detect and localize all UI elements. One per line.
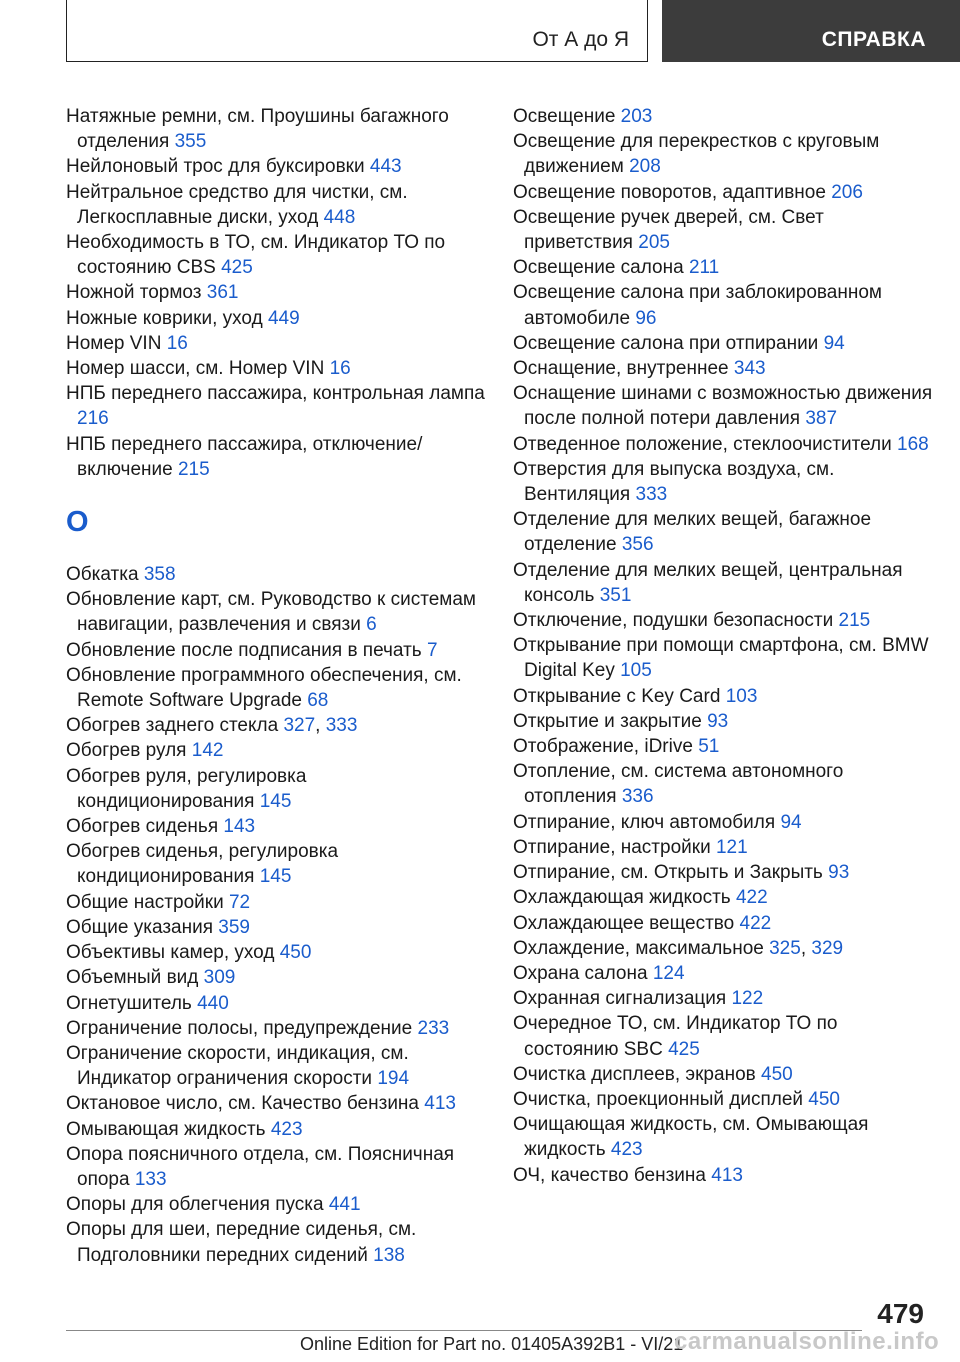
index-entry: Обогрев заднего стекла 327, 333 [66,715,358,737]
index-entry-term: Ограничение скорости, индикация, см. Индикатор ограничения скорости [66,1042,409,1090]
index-entry [66,1091,486,1116]
index-entry [513,759,933,809]
index-entry [513,331,933,356]
index-entry [66,280,486,305]
index-entry-term: Освещение салона при заблокированном автомобиле [513,282,882,329]
index-entry [66,814,486,839]
index-entry [66,839,486,889]
index-entry-term: Освещение салона при отпирании [513,332,819,354]
index-entry [513,255,933,280]
index-entry-term: Опора поясничного отдела, см. Поясничная опора [66,1143,455,1190]
index-entry-term: Обогрев сиденья, регулировка кондиционирования [66,841,339,888]
index-entry-term: Отключение, подушки безопасности [513,610,834,632]
index-entry-term: Охранная сигнализация [513,988,727,1010]
edition-text: Online Edition for Part no. 01405A392B1 - VI/21 [300,1334,684,1354]
page-reference-link[interactable]: 343 [733,358,766,380]
page-reference-link[interactable]: 450 [279,942,312,964]
page-reference-link[interactable]: 329 [811,937,844,959]
index-entry [66,764,486,814]
index-entry [66,738,486,763]
header-chapter-tab [662,0,960,62]
index-entry-term: Отопление, см. система автономного отопления [513,761,844,808]
index-entry-term: Обогрев сиденья [66,816,219,838]
index-entry [513,1163,933,1188]
page-reference-link[interactable]: 333 [325,715,358,737]
index-entry [513,684,933,709]
index-entry [66,890,486,915]
page-reference-link[interactable]: 233 [417,1017,450,1039]
index-entry [66,663,486,713]
index-entry-term: Номер VIN [66,332,162,354]
index-entry-term: Открытие и закрытие [513,710,702,732]
page-reference-link[interactable]: 206 [831,181,863,203]
index-entry-term: Обогрев руля [66,740,187,762]
index-entry: Охлаждение, максимальное 325, 329 [513,937,844,959]
index-entry-term: Обогрев руля, регулировка кондиционирования [66,765,307,812]
index-entry-term: Освещение салона [513,257,684,279]
index-entry-term: Отпирание, настройки [513,836,711,858]
index-entries-before-letter [66,104,486,482]
index-entry-term: Объективы камер, уход [66,942,275,964]
page-reference-link[interactable]: 423 [270,1118,303,1140]
index-entries-after-letter [66,562,486,1268]
index-entry [66,154,486,179]
page-reference-link[interactable]: 103 [725,685,758,707]
page-reference-link[interactable]: 143 [223,816,256,838]
page-reference-link[interactable]: 449 [267,307,300,329]
index-entry [513,1062,933,1087]
index-entry-term: ОЧ, качество бензина [513,1164,706,1186]
page-reference-link[interactable]: 441 [328,1194,361,1216]
index-entry [513,180,933,205]
index-entry-term: НПБ переднего пассажира, контрольная лампа [66,383,485,405]
index-entry-term: Обкатка [66,564,139,586]
index-entry-term: Охрана салона [513,962,648,984]
index-entry [66,991,486,1016]
index-entry [66,230,486,280]
index-entry-term: Объемный вид [66,967,199,989]
index-entry-term: Нейлоновый трос для буксировки [66,156,365,178]
index-entry-term: Омывающая жидкость [66,1118,266,1140]
index-entry [513,1011,933,1061]
page-reference-link[interactable]: 121 [715,836,748,858]
index-entry [513,280,933,330]
index-entry-term: Ограничение полосы, предупреждение [66,1017,413,1039]
index-entry-term: Огнетушитель [66,992,192,1014]
index-entry-term: Опоры для шеи, передние сиденья, см. Подголовники передних сидений [66,1219,417,1266]
page-reference-link[interactable]: 423 [610,1139,643,1161]
index-entry-term: Отверстия для выпуска воздуха, см. Вентиляция [513,458,835,506]
index-entries-right [513,104,933,1188]
index-entry [66,638,486,663]
index-entry [513,734,933,759]
index-entry-term: Ножной тормоз [66,282,202,304]
page-reference-link[interactable]: 133 [134,1168,167,1190]
index-entry [513,885,933,910]
page-reference-link[interactable]: 93 [828,862,850,884]
page-reference-link[interactable]: 309 [203,967,236,989]
index-entry [513,633,933,683]
index-entry-term: НПБ переднего пассажира, отключение/включение [66,433,423,480]
page-reference-link[interactable]: 387 [805,408,838,430]
index-entry-term: Обогрев заднего стекла [66,715,279,737]
index-entry [66,331,486,356]
index-entry [66,306,486,331]
index-entry-term: Октановое число, см. Качество бензина [66,1093,419,1115]
index-entry [513,457,933,507]
index-entry [66,1117,486,1142]
page-number: 479 [877,1298,924,1329]
index-entry-term: Охлаждение, максимальное [513,937,764,959]
index-entry-term: Открывание с Key Card [513,685,721,707]
page-reference-link[interactable]: 325 [769,937,801,959]
section-label: От А до Я [532,28,629,51]
index-entry-term: Отпирание, ключ автомобиля [513,811,776,833]
index-entry-term: Охлаждающее вещество [513,912,735,934]
page-reference-link[interactable]: 327 [283,715,316,737]
index-entry [66,432,486,482]
page-reference-link[interactable]: 215 [177,458,210,480]
page-reference-link[interactable]: 356 [621,534,654,556]
page-reference-link[interactable]: 203 [620,106,653,127]
index-entry [513,961,933,986]
index-entry-term: Отпирание, см. Открыть и Закрыть [513,862,823,884]
index-entry [513,835,933,860]
index-entry-term: Обновление после подписания в печать [66,639,422,661]
index-column-right [513,104,933,1188]
page-reference-link[interactable]: 51 [698,736,720,758]
page-reference-link[interactable]: 336 [621,786,654,808]
index-entry-term: Отделение для мелких вещей, багажное отделение [513,509,872,556]
watermark: carmanualsonline.info [674,1328,940,1355]
page-reference-link[interactable]: 450 [808,1088,840,1110]
index-entry [513,1112,933,1162]
index-entry [513,986,933,1011]
index-entry [66,940,486,965]
chapter-label: СПРАВКА [821,28,926,51]
page-reference-link[interactable]: 194 [377,1068,410,1090]
index-entry-term: Общие настройки [66,891,224,913]
page-reference-link[interactable]: 205 [638,232,670,254]
index-entry [513,432,933,457]
index-entry-term: Ножные коврики, уход [66,307,263,329]
page-reference-link[interactable]: 413 [711,1164,743,1186]
index-entry-term: Очередное ТО, см. Индикатор ТО по состоянию SBC [513,1013,838,1060]
index-entry [513,709,933,734]
index-entry [66,356,486,381]
page-reference-link[interactable]: 208 [629,156,661,178]
index-entry-term: Открывание при помощи смартфона, см. BMW Digital Key [513,635,929,682]
index-entry-term: Отделение для мелких вещей, центральная консоль [513,559,903,606]
index-entry-term: Оснащение шинами с возможностью движения после полной потери давления [513,383,933,430]
page-reference-link[interactable]: 351 [599,584,632,606]
letter-heading: О [66,506,89,539]
page-reference-link[interactable]: 96 [635,307,657,329]
page-reference-link[interactable]: 358 [143,564,176,586]
index-column-left [66,104,486,1268]
header-section-tab [66,0,648,62]
page-reference-link[interactable]: 211 [688,257,720,279]
index-entry [513,381,933,431]
index-entry [513,1087,933,1112]
index-entry [513,129,933,179]
index-entry [66,1142,486,1192]
index-entry [513,104,933,129]
index-entry-term: Очищающая жидкость, см. Омывающая жидкость [513,1114,869,1161]
index-entry-term: Охлаждающая жидкость [513,887,731,909]
index-entry [513,608,933,633]
page-reference-link[interactable]: 448 [323,206,356,228]
index-entry-term: Необходимость в ТО, см. Индикатор ТО по состоянию CBS [66,232,446,279]
index-entry-term: Обновление программного обеспечения, см. Remote Software Upgrade [66,664,462,712]
page-reference-link[interactable]: 94 [780,811,802,833]
index-entry-term: Общие указания [66,916,214,938]
page-reference-link[interactable]: 333 [635,484,668,506]
page-reference-link[interactable]: 7 [426,639,438,661]
index-entry-term: Номер шасси, см. Номер VIN [66,358,325,380]
page-reference-link[interactable]: 413 [424,1093,456,1115]
page-reference-link[interactable]: 72 [228,891,251,913]
index-entry-term: Очистка дисплеев, экранов [513,1063,756,1085]
page-reference-link[interactable]: 6 [366,614,377,636]
index-entry [66,1041,486,1091]
page-reference-link[interactable]: 425 [221,257,253,279]
page-reference-link[interactable]: 425 [668,1038,700,1060]
index-entry-term: Натяжные ремни, см. Проушины багажного отделения [66,106,449,153]
index-entry [66,1217,486,1267]
index-entry [66,1016,486,1041]
index-entry-term: Нейтральное средство для чистки, см. Легкосплавные диски, уход [66,181,408,228]
index-entry-term: Освещение [513,106,616,127]
index-entry [513,810,933,835]
index-entry [513,205,933,255]
index-entry [513,558,933,608]
index-entry [66,562,486,587]
page-reference-link[interactable]: 145 [259,866,292,888]
page-reference-link[interactable]: 215 [838,610,871,632]
page-reference-link[interactable]: 361 [206,282,239,304]
page-reference-link[interactable]: 105 [620,660,652,682]
index-entry [513,860,933,885]
index-entry-term: Отведенное положение, стеклоочистители [513,433,892,455]
index-entry-term: Оснащение, внутреннее [513,358,729,380]
page-reference-link[interactable]: 16 [329,358,351,380]
page-reference-link[interactable]: 443 [369,156,402,178]
page-reference-link[interactable]: 94 [823,332,845,354]
page-reference-link[interactable]: 422 [739,912,772,934]
index-entry [513,911,933,936]
page-reference-link[interactable]: 422 [735,887,768,909]
page-reference-link[interactable]: 68 [307,690,329,712]
index-entry [66,1192,486,1217]
index-entry [66,381,486,431]
index-entry-term: Освещение для перекрестков с круговым движением [513,131,880,178]
page-reference-link[interactable]: 16 [166,332,188,354]
page-reference-link[interactable]: 216 [77,408,109,430]
page-reference-link[interactable]: 359 [218,916,250,938]
index-entry-term: Опоры для облегчения пуска [66,1194,324,1216]
index-entry [513,507,933,557]
page-reference-link[interactable]: 122 [731,988,764,1010]
index-entry-term: Обновление карт, см. Руководство к системам навигации, развлечения и связи [66,589,476,636]
index-entry-term: Отображение, iDrive [513,736,693,758]
index-entry [66,965,486,990]
index-entry [66,915,486,940]
index-entry-term: Очистка, проекционный дисплей [513,1088,804,1110]
page-reference-link[interactable]: 138 [373,1244,405,1266]
index-entry [513,356,933,381]
page-reference-link[interactable]: 450 [761,1063,793,1085]
page-reference-link[interactable]: 93 [707,710,729,732]
page-reference-link[interactable]: 145 [259,790,292,812]
page-reference-link[interactable]: 168 [897,433,929,455]
page-reference-link[interactable]: 440 [197,992,229,1014]
page-reference-link[interactable]: 124 [652,962,685,984]
index-entry [66,104,486,154]
page-reference-link[interactable]: 142 [191,740,224,762]
page-reference-link[interactable]: 355 [174,131,207,153]
index-entry-term: Освещение ручек дверей, см. Свет приветствия [513,206,824,254]
index-entry [66,587,486,637]
index-entry-term: Освещение поворотов, адаптивное [513,181,826,203]
index-entry [66,180,486,230]
